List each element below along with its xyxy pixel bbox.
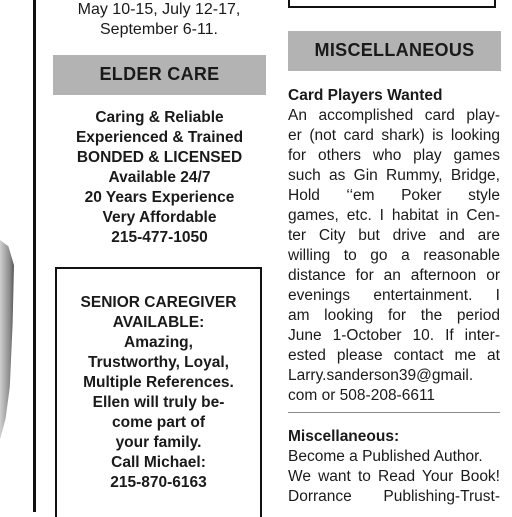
card-players-ad bbox=[288, 106, 500, 406]
miscellaneous-heading: MISCELLANEOUS bbox=[288, 31, 501, 71]
ad-line: An accomplished card play- bbox=[288, 107, 500, 124]
ad-line: er (not card shark) is looking bbox=[288, 127, 500, 144]
event-dates bbox=[52, 0, 266, 40]
elder-care-heading: ELDER CARE bbox=[53, 55, 266, 95]
ad-line: am looking for the period bbox=[288, 307, 500, 324]
ad-line: June 1-October 10. If inter- bbox=[288, 327, 500, 344]
ad-line: Dorrance Publishing-Trust- bbox=[288, 488, 500, 505]
caregiver-line: AVAILABLE: bbox=[112, 314, 205, 331]
caregiver-line: your family. bbox=[115, 434, 202, 451]
miscellaneous-ad bbox=[288, 447, 500, 507]
elder-care-line: Available 24/7 bbox=[108, 169, 211, 186]
caregiver-line: Ellen will truly be- bbox=[92, 394, 225, 411]
ad-line: ter City but drive and are bbox=[288, 227, 500, 244]
ad-line: distance for an afternoon or bbox=[288, 267, 500, 284]
ad-line: such as Gin Rummy, Bridge, bbox=[288, 167, 500, 184]
ad-line: Hold ‘‘em Poker style bbox=[288, 187, 500, 204]
elder-care-line: BONDED & LICENSED bbox=[76, 149, 243, 166]
caregiver-line: come part of bbox=[111, 414, 205, 431]
elder-care-line: Very Affordable bbox=[102, 209, 217, 226]
caregiver-line: Multiple References. bbox=[83, 374, 234, 391]
caregiver-line: Trustworthy, Loyal, bbox=[88, 354, 229, 371]
ad-line: We want to Read Your Book! bbox=[288, 468, 500, 485]
ad-contact-line: com or 508-208-6611 bbox=[288, 387, 436, 404]
dates-line-1: May 10-15, July 12-17, bbox=[77, 1, 241, 18]
previous-ad-border bbox=[288, 0, 496, 8]
caregiver-ad bbox=[57, 293, 260, 493]
caregiver-line: Amazing, bbox=[124, 334, 193, 351]
ad-email-line: Larry.sanderson39@gmail. bbox=[288, 367, 474, 384]
adjacent-page-scrap bbox=[0, 240, 14, 450]
elder-care-line: Caring & Reliable bbox=[95, 109, 224, 126]
ad-separator bbox=[288, 412, 500, 413]
miscellaneous-ad-heading: Miscellaneous: bbox=[288, 428, 400, 445]
ad-line: Become a Published Author. bbox=[288, 448, 483, 465]
dates-line-2: September 6-11. bbox=[100, 21, 218, 38]
elder-care-phone: 215-477-1050 bbox=[111, 229, 208, 246]
caregiver-phone: 215-870-6163 bbox=[110, 474, 207, 491]
ad-line: for others who play games bbox=[288, 147, 500, 164]
column-rule bbox=[33, 0, 36, 512]
ad-line: willing to go a reasonable bbox=[288, 247, 500, 264]
ad-line: evenings entertainment. I bbox=[288, 287, 500, 304]
caregiver-line: Call Michael: bbox=[111, 454, 206, 471]
elder-care-line: 20 Years Experience bbox=[84, 189, 235, 206]
card-players-heading: Card Players Wanted bbox=[288, 87, 443, 104]
ad-line: games, etc. I habitat in Cen- bbox=[288, 207, 500, 224]
elder-care-line: Experienced & Trained bbox=[75, 129, 244, 146]
caregiver-line: SENIOR CAREGIVER bbox=[80, 294, 237, 311]
elder-care-ad bbox=[53, 108, 266, 248]
ad-line: ested please contact me at bbox=[288, 347, 500, 364]
